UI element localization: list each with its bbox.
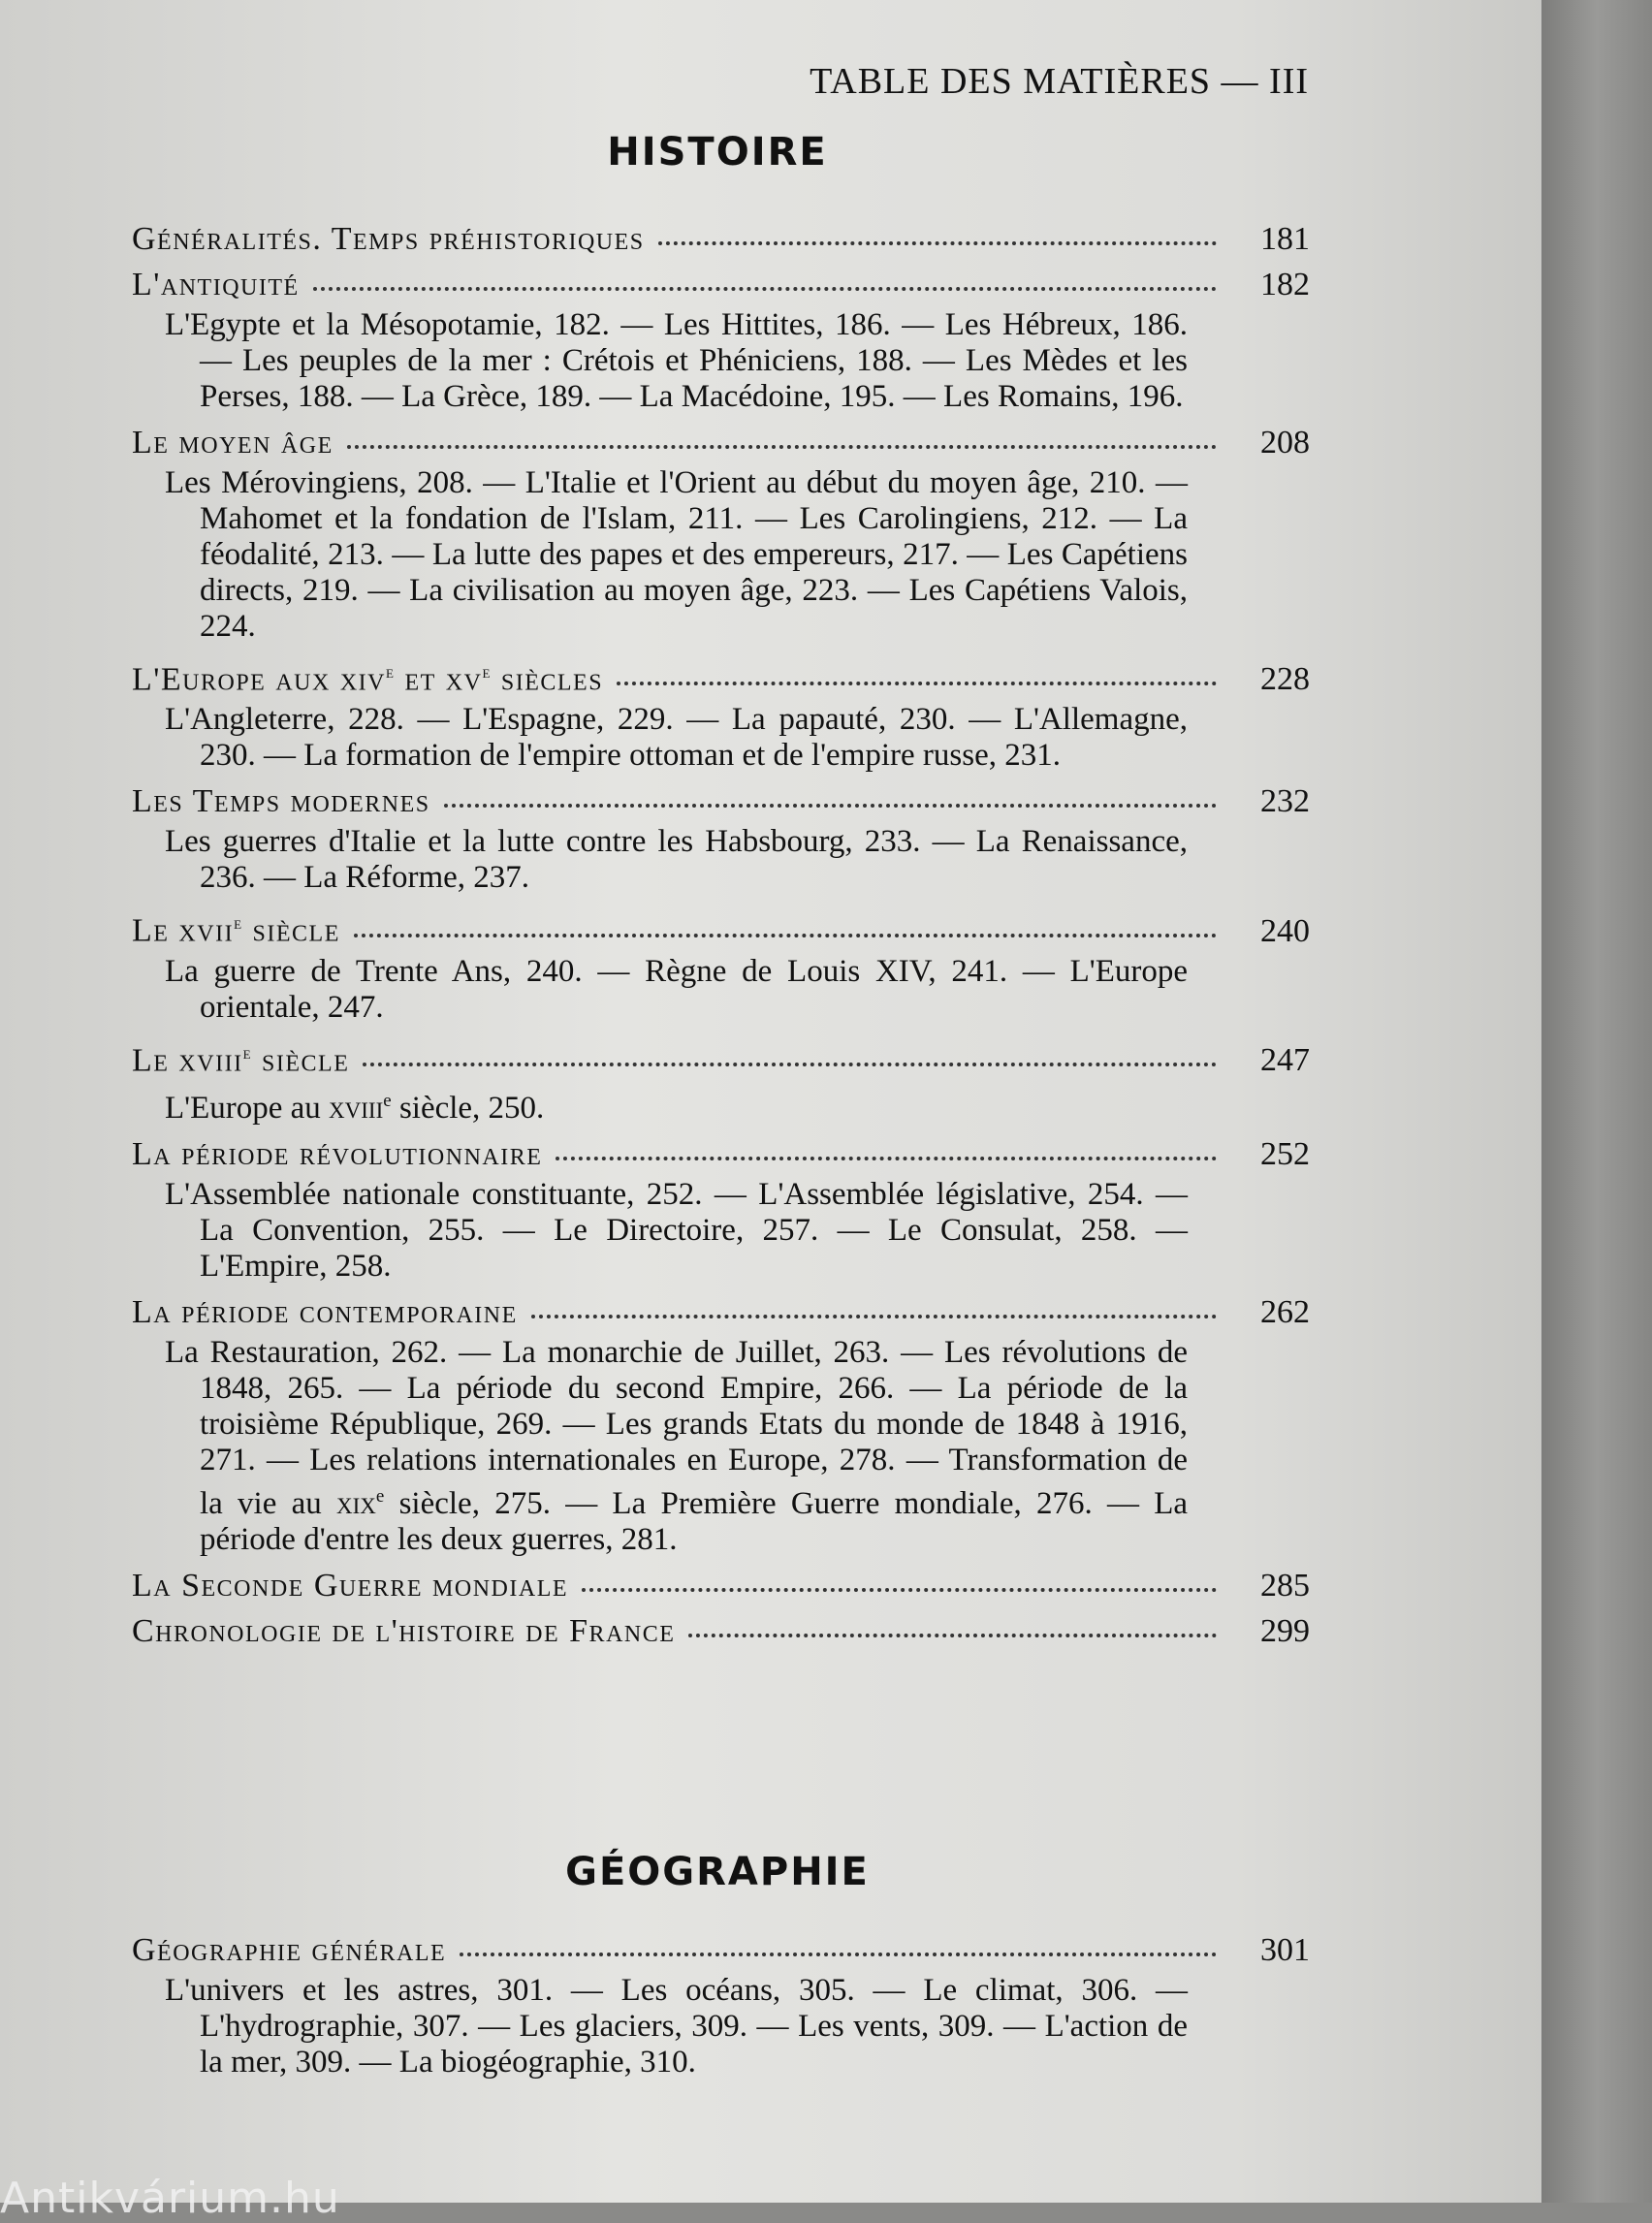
toc-entry-subtopics: La Restauration, 262. — La monarchie de Juillet, 263. — Les révolutions de 1848, 265. — La période du second Empire, 266. — La période de la troisième République, 269. — Les grands Etats du monde de 1848 à 1916, 271. — Les relations internationales en Europe, 278. — Transformation de la vie au xix$^e$ siècle, 275. — La Première Guerre mondiale, 276. — La période d'entre les deux guerres, 281. — [165, 1334, 1189, 1557]
dot-leader — [313, 283, 1217, 291]
toc-histoire — [132, 221, 1310, 1659]
dot-leader — [688, 1630, 1217, 1637]
dot-leader — [354, 930, 1217, 937]
toc-entry — [132, 783, 1310, 819]
toc-entry-label: Le xvii$^e$ siècle — [132, 912, 340, 949]
toc-entry — [132, 425, 1310, 460]
toc-entry-label: Chronologie de l'histoire de France — [132, 1612, 676, 1649]
toc-page-number: 285 — [1260, 1567, 1310, 1604]
toc-entry-subtopics: L'Angleterre, 228. — L'Espagne, 229. — La papauté, 230. — L'Allemagne, 230. — La formation de l'empire ottoman et de l'empire russe, 231. — [165, 702, 1188, 774]
dot-leader — [363, 1059, 1217, 1066]
toc-entry — [132, 1035, 1310, 1078]
toc-entry-label: Les Temps modernes — [132, 783, 430, 820]
dot-leader — [347, 441, 1217, 449]
toc-entry — [132, 1613, 1310, 1649]
toc-entry-subtopics: L'Europe au xviii$^e$ siècle, 250. — [165, 1090, 545, 1126]
toc-page-number: 247 — [1260, 1041, 1310, 1078]
toc-entry — [132, 267, 1310, 302]
toc-entry-label: Le xviii$^e$ siècle — [132, 1041, 350, 1078]
toc-entry-label: La Seconde Guerre mondiale — [132, 1567, 569, 1604]
toc-entry-label: La période contemporaine — [132, 1293, 518, 1330]
dot-leader — [556, 1153, 1217, 1160]
toc-entry — [132, 1568, 1310, 1604]
toc-entry-subtopics: L'Assemblée nationale constituante, 252. — L'Assemblée législative, 254. — La Convention, 255. — Le Directoire, 257. — Le Consulat, 258. — L'Empire, 258. — [165, 1176, 1188, 1284]
toc-page-number: 228 — [1260, 661, 1310, 698]
toc-entry — [132, 654, 1310, 697]
dot-leader — [531, 1311, 1217, 1318]
toc-entry — [132, 221, 1310, 257]
toc-page-number: 182 — [1260, 267, 1310, 302]
toc-page-number: 240 — [1260, 912, 1310, 949]
toc-entry — [132, 1294, 1310, 1330]
toc-entry-subtopics: L'Egypte et la Mésopotamie, 182. — Les Hittites, 186. — Les Hébreux, 186. — Les peuples de la mer : Crétois et Phéniciens, 188. — Les Mèdes et les Perses, 188. — La Grèce, 189. — La Macédoine, 195. — Les Romains, 196. — [165, 307, 1188, 414]
running-head: TABLE DES MATIÈRES — III — [810, 61, 1309, 102]
toc-geographie — [132, 1932, 1310, 2090]
dot-leader — [444, 800, 1217, 808]
toc-page-number: 262 — [1260, 1293, 1310, 1330]
toc-entry-label: L'Europe aux xiv$^e$ et $xv^e$ siècles — [132, 661, 604, 698]
toc-entry-label: Le moyen âge — [132, 425, 334, 460]
dot-leader — [582, 1584, 1217, 1592]
toc-entry-subtopics: La guerre de Trente Ans, 240. — Règne de Louis XIV, 241. — L'Europe orientale, 247. — [165, 953, 1188, 1025]
section-title-geographie: GÉOGRAPHIE — [565, 1850, 870, 1894]
watermark: Antikvárium.hu — [0, 2174, 340, 2223]
toc-page-number: 181 — [1260, 221, 1310, 257]
section-title-histoire: HISTOIRE — [607, 130, 828, 175]
toc-entry-subtopics: Les guerres d'Italie et la lutte contre les Habsbourg, 233. — La Renaissance, 236. — La Réforme, 237. — [165, 824, 1188, 896]
dot-leader — [658, 238, 1217, 245]
toc-page-number: 299 — [1260, 1612, 1310, 1649]
toc-entry-label: Géographie générale — [132, 1932, 447, 1968]
toc-entry-subtopics: Les Mérovingiens, 208. — L'Italie et l'Orient au début du moyen âge, 210. — Mahomet et la fondation de l'Islam, 211. — Les Carolingiens, 212. — La féodalité, 213. — La lutte des papes et des empereurs, 217. — Les Capétiens directs, 219. — La civilisation au moyen âge, 223. — Les Capétiens Valois, 224. — [165, 465, 1188, 644]
page-edge — [1541, 0, 1652, 2203]
toc-entry-label: La période révolutionnaire — [132, 1135, 543, 1172]
toc-entry — [132, 1932, 1310, 1968]
toc-entry-label: Généralités. Temps préhistoriques — [132, 221, 645, 257]
dot-leader — [617, 678, 1217, 685]
toc-entry-subtopics: L'univers et les astres, 301. — Les océans, 305. — Le climat, 306. — L'hydrographie, 307. — Les glaciers, 309. — Les vents, 309. — L'action de la mer, 309. — La biogéographie, 310. — [165, 1973, 1188, 2080]
dot-leader — [460, 1949, 1217, 1956]
toc-entry — [132, 1136, 1310, 1172]
toc-page-number: 232 — [1260, 783, 1310, 820]
toc-entry — [132, 905, 1310, 948]
toc-entry-label: L'antiquité — [132, 267, 300, 302]
toc-page-number: 208 — [1260, 425, 1310, 460]
toc-page-number: 252 — [1260, 1135, 1310, 1172]
toc-page-number: 301 — [1260, 1932, 1310, 1968]
